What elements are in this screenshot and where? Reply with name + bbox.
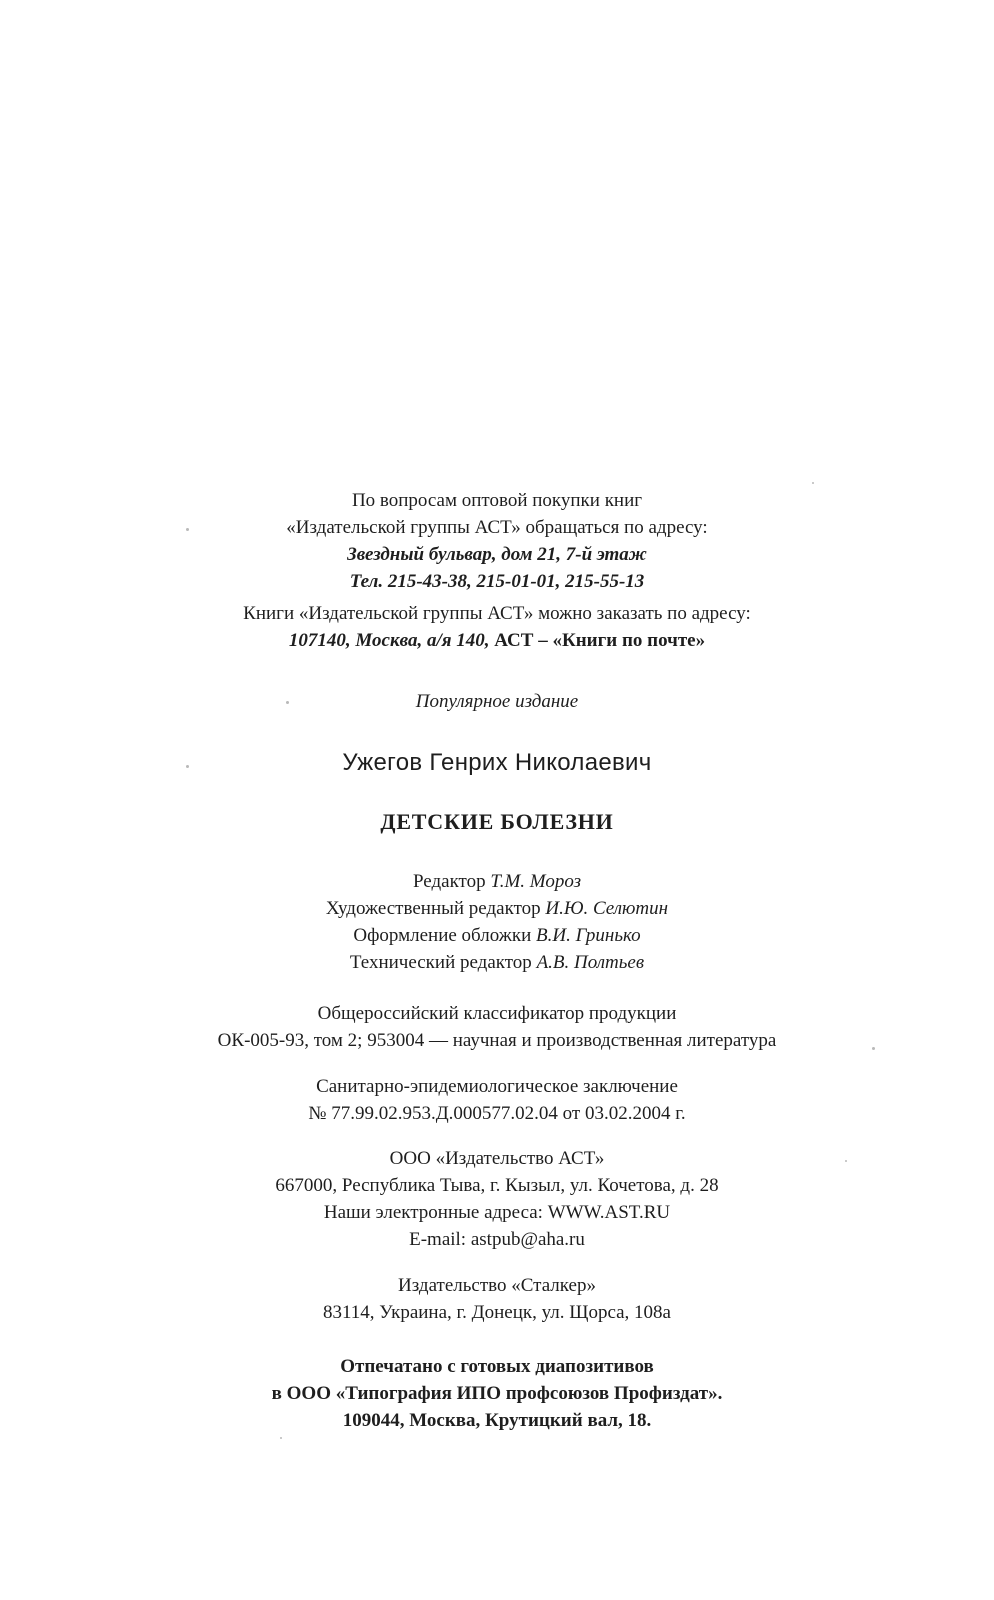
edition-type-block [0,688,994,715]
printing-line-2: в ООО «Типография ИПО профсоюзов Профиздат». [271,1383,723,1404]
printing-line-3: 109044, Москва, Крутицкий вал, 18. [342,1410,652,1431]
wholesale-block [0,487,994,595]
scan-speck [812,482,814,484]
publisher-address: 667000, Республика Тыва, г. Кызыл, ул. Кочетова, д. 28 [275,1175,719,1196]
sanitary-block [0,1073,994,1127]
sanitary-line-1: Санитарно-эпидемиологическое заключение [316,1076,678,1097]
wholesale-line-2: «Издательской группы АСТ» обращаться по адресу: [286,517,708,538]
mail-order-address: 107140, Москва, а/я 140, [288,630,490,651]
wholesale-phones: Тел. 215-43-38, 215-01-01, 215-55-13 [349,571,645,592]
mail-order-block [0,600,994,654]
credit-role: Редактор [412,871,486,892]
printing-block [0,1353,994,1434]
classifier-block [0,1000,994,1054]
copublisher-block [0,1272,994,1326]
publisher-email: E-mail: astpub@aha.ru [409,1229,585,1250]
author-block [0,748,994,778]
copublisher-name: Издательство «Сталкер» [398,1275,596,1296]
sanitary-line-2: № 77.99.02.953.Д.000577.02.04 от 03.02.2004 г. [308,1103,686,1124]
credit-line [0,868,994,895]
credit-role: Технический редактор [349,952,532,973]
mail-order-line-2 [0,627,994,654]
credit-role: Художественный редактор [325,898,541,919]
credit-line [0,949,994,976]
classifier-line-2: ОК-005-93, том 2; 953004 — научная и производственная литература [217,1030,777,1051]
credit-line [0,922,994,949]
wholesale-line-1: По вопросам оптовой покупки книг [351,490,643,511]
credit-person: Т.М. Мороз [490,871,582,892]
classifier-line-1: Общероссийский классификатор продукции [317,1003,677,1024]
credits-block [0,868,994,976]
credit-person: И.Ю. Селютин [545,898,669,919]
edition-type: Популярное издание [415,691,579,712]
scan-speck [280,1437,282,1439]
publisher-web: Наши электронные адреса: WWW.AST.RU [323,1202,671,1223]
publisher-name: ООО «Издательство АСТ» [389,1148,605,1169]
title-block [0,808,994,836]
publisher-block [0,1145,994,1253]
author-name: Ужегов Генрих Николаевич [342,749,652,776]
credit-person: В.И. Гринько [536,925,641,946]
credit-role: Оформление обложки [353,925,532,946]
printing-line-1: Отпечатано с готовых диапозитивов [340,1356,654,1377]
credit-person: А.В. Полтьев [536,952,645,973]
book-title: ДЕТСКИЕ БОЛЕЗНИ [380,809,614,834]
mail-order-service: АСТ – «Книги по почте» [494,630,706,651]
wholesale-address: Звездный бульвар, дом 21, 7-й этаж [347,544,647,565]
mail-order-line-1: Книги «Издательской группы АСТ» можно заказать по адресу: [243,603,751,624]
credit-line [0,895,994,922]
copublisher-address: 83114, Украина, г. Донецк, ул. Щорса, 108а [323,1302,671,1323]
